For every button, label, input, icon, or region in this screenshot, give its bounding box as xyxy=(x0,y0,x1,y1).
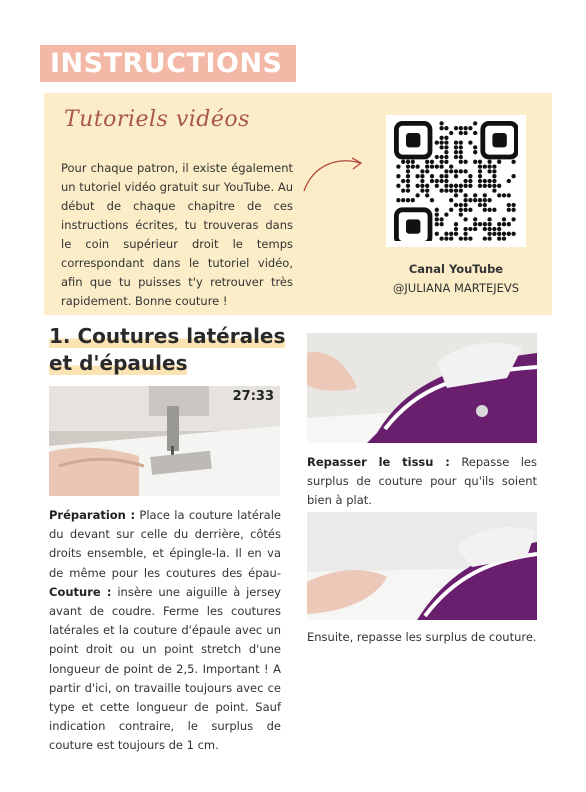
sewing-machine-photo xyxy=(49,386,280,496)
section-title-line2: et d'épaules xyxy=(49,351,188,375)
section-title-line1: 1. Coutures latérales xyxy=(49,324,286,348)
iron-image-1 xyxy=(307,333,537,443)
youtube-channel xyxy=(374,260,538,298)
section-title xyxy=(49,323,285,377)
channel-handle: @JULIANA MARTEJEVS xyxy=(392,281,520,295)
ironing-photo-1 xyxy=(307,333,537,443)
youtube-qr-code[interactable] xyxy=(386,115,526,247)
press-again-paragraph xyxy=(307,628,537,647)
preparation-label: Préparation : xyxy=(49,508,136,522)
preparation-paragraph xyxy=(49,506,281,756)
video-tutorial-box xyxy=(44,93,552,315)
iron-image-2 xyxy=(307,512,537,620)
ironing-photo-2 xyxy=(307,512,537,620)
press-again-text: Ensuite, repasse les surplus de couture. xyxy=(307,630,537,644)
page-title: INSTRUCTIONS xyxy=(50,48,283,79)
press-label: Repasser le tissu : xyxy=(307,455,450,469)
tutorial-intro-text: Pour chaque patron, il existe également un tutoriel vidéo gratuit sur YouTube. Au début de chaque chapitre de ces instructions écrites, tu trouveras dans le coin supérieur droit le temps correspondant dans le tutoriel vidéo, afin que tu puisses t'y retrouver très rapidement. Bonne couture ! xyxy=(61,161,293,308)
press-paragraph xyxy=(307,453,537,511)
curved-arrow-icon xyxy=(300,155,366,195)
preparation-text: Place la couture latérale du devant sur celle du derrière, côtés droits ensemble, et épingle-la. Il en va de même pour les coutures des épau- xyxy=(49,508,282,580)
couture-text: insère une aiguille à jersey avant de coudre. Ferme les coutures latérales et la couture d'épaule avec un point droit ou un point stretch d'une longueur de point de 2,5. Important ! A partir d'ici, on travaille toujours avec ce type et cette longueur de point. Sauf indication contraire, le surplus de couture est toujours de 1 cm. xyxy=(49,584,281,753)
video-timestamp: 27:33 xyxy=(232,389,274,404)
channel-label: Canal YouTube xyxy=(408,262,504,276)
couture-label: Couture : xyxy=(49,584,112,599)
press-text: Repasse les surplus de couture pour qu'ils soient bien à plat. xyxy=(307,455,537,508)
tutorial-script-title: Tutoriels vidéos xyxy=(64,107,250,132)
instructions-header xyxy=(40,45,296,82)
